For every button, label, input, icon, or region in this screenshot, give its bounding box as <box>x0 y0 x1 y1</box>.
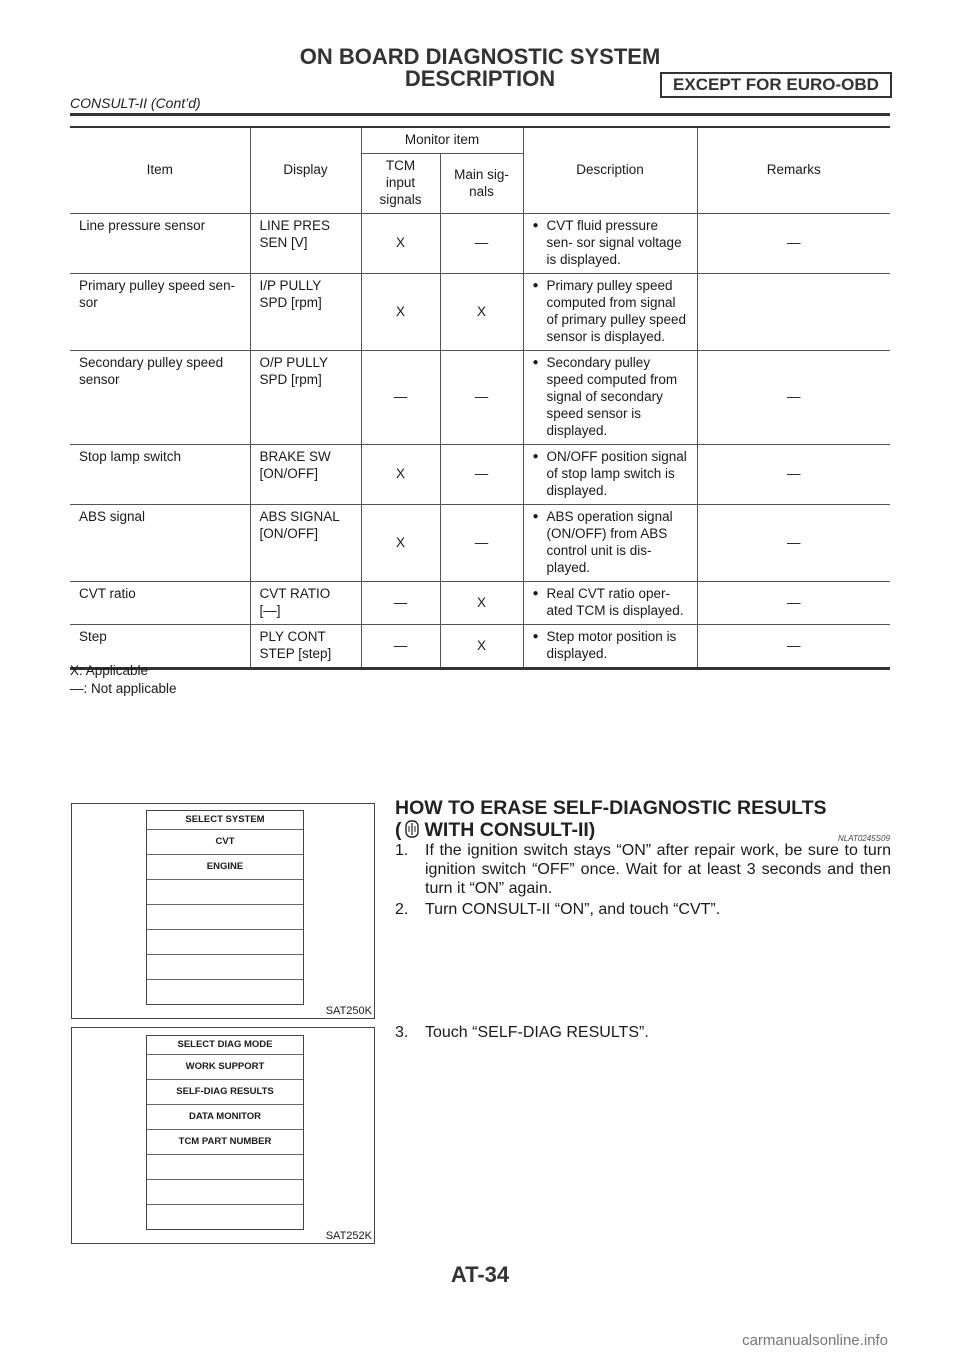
cell-main-signal: X <box>440 625 523 669</box>
cell-main-signal: X <box>440 274 523 351</box>
header-description: Description <box>523 127 697 214</box>
table-row <box>70 351 890 445</box>
cell-main-signal: — <box>440 214 523 274</box>
page-number: AT-34 <box>450 1262 510 1287</box>
screen-menu-item[interactable] <box>147 904 303 929</box>
title-line-2: DESCRIPTION <box>404 66 556 91</box>
screen-menu-item[interactable] <box>147 1204 303 1229</box>
cell-tcm-input: X <box>361 505 440 582</box>
cell-tcm-input: — <box>361 582 440 625</box>
screen-menu-item[interactable]: DATA MONITOR <box>147 1104 303 1129</box>
description-text: Real CVT ratio oper- ated TCM is displayed. <box>546 586 684 618</box>
header-remarks: Remarks <box>697 127 890 214</box>
cell-tcm-input: X <box>361 214 440 274</box>
cell-main-signal: — <box>440 445 523 505</box>
screen-menu-item[interactable]: SELF-DIAG RESULTS <box>147 1079 303 1104</box>
cell-display: I/P PULLY SPD [rpm] <box>250 274 361 351</box>
step-text: Turn CONSULT-II “ON”, and touch “CVT”. <box>425 901 721 918</box>
cell-description <box>523 505 697 582</box>
table-row <box>70 582 890 625</box>
screen-menu-item[interactable] <box>147 1179 303 1204</box>
screen-menu-item[interactable] <box>147 879 303 904</box>
step-number: 3. <box>395 1024 409 1041</box>
cell-main-signal: — <box>440 351 523 445</box>
cell-remarks: — <box>697 351 890 445</box>
cell-remarks: — <box>697 445 890 505</box>
table-row <box>70 274 890 351</box>
bullet-icon: ● <box>532 220 539 231</box>
cell-display: BRAKE SW [ON/OFF] <box>250 445 361 505</box>
table-row <box>70 445 890 505</box>
cell-remarks: — <box>697 214 890 274</box>
legend-applicable: X: Applicable <box>70 663 149 678</box>
screen-menu-item[interactable]: ENGINE <box>147 854 303 879</box>
consult-screen-select-system <box>146 810 304 1005</box>
header-divider <box>70 113 890 116</box>
header-main-signals: Main sig- nals <box>440 154 523 214</box>
watermark: carmanualsonline.info <box>742 1332 888 1349</box>
header-item: Item <box>70 127 250 214</box>
cell-display: CVT RATIO [—] <box>250 582 361 625</box>
section-heading-text: WITH CONSULT-II) <box>424 819 596 841</box>
header-display: Display <box>250 127 361 214</box>
description-text: ON/OFF position signal of stop lamp switch is displayed. <box>546 449 687 498</box>
description-text: Primary pulley speed computed from signal of primary pulley speed sensor is displayed. <box>546 278 687 344</box>
cell-tcm-input: — <box>361 351 440 445</box>
cell-display: ABS SIGNAL [ON/OFF] <box>250 505 361 582</box>
cell-remarks: — <box>697 582 890 625</box>
scope-badge: EXCEPT FOR EURO-OBD <box>660 72 892 98</box>
step-1 <box>395 841 891 898</box>
cell-tcm-input: — <box>361 625 440 669</box>
cell-remarks: — <box>697 625 890 669</box>
description-text: ABS operation signal (ON/OFF) from ABS control unit is dis- played. <box>546 509 673 575</box>
cell-description <box>523 625 697 669</box>
description-text: CVT fluid pressure sen- sor signal voltage is displayed. <box>546 218 682 267</box>
bullet-icon: ● <box>532 357 539 368</box>
cell-remarks <box>697 274 890 351</box>
cell-display: O/P PULLY SPD [rpm] <box>250 351 361 445</box>
legend-not-applicable: —: Not applicable <box>70 681 177 696</box>
bullet-icon: ● <box>532 588 539 599</box>
table-row <box>70 214 890 274</box>
bullet-icon: ● <box>532 451 539 462</box>
cell-description <box>523 445 697 505</box>
cell-item: Stop lamp switch <box>70 445 250 505</box>
page-subtitle: CONSULT-II (Cont’d) <box>70 95 201 111</box>
section-heading-prefix: ( <box>395 819 402 841</box>
step-text: If the ignition switch stays “ON” after repair work, be sure to turn ignition switch “OFF” once. Wait for at least 3 seconds and then turn it “ON” again. <box>425 842 891 897</box>
cell-display: PLY CONT STEP [step] <box>250 625 361 669</box>
header-monitor-item: Monitor item <box>361 127 523 154</box>
cell-description <box>523 351 697 445</box>
cell-tcm-input: X <box>361 274 440 351</box>
cell-tcm-input: X <box>361 445 440 505</box>
title-line-1: ON BOARD DIAGNOSTIC SYSTEM <box>299 44 661 69</box>
consult-screen-select-diag-mode <box>146 1035 304 1230</box>
cell-description <box>523 274 697 351</box>
cell-item: ABS signal <box>70 505 250 582</box>
step-number: 2. <box>395 901 409 918</box>
screen-menu-item[interactable]: CVT <box>147 829 303 854</box>
table-row <box>70 505 890 582</box>
cell-remarks: — <box>697 505 890 582</box>
page-section-title <box>240 46 720 90</box>
step-2 <box>395 900 891 919</box>
bullet-icon: ● <box>532 511 539 522</box>
cell-item: Line pressure sensor <box>70 214 250 274</box>
cell-description <box>523 214 697 274</box>
monitor-item-table <box>70 126 890 670</box>
header-tcm-input: TCM input signals <box>361 154 440 214</box>
cell-item: Primary pulley speed sen- sor <box>70 274 250 351</box>
screen-title: SELECT DIAG MODE <box>177 1039 273 1050</box>
description-text: Step motor position is displayed. <box>546 629 677 661</box>
section-heading-line-2 <box>395 819 827 841</box>
screen-menu-item[interactable] <box>147 954 303 979</box>
step-3 <box>395 1023 891 1042</box>
screen-title: SELECT SYSTEM <box>185 814 265 825</box>
screen-menu-item[interactable]: WORK SUPPORT <box>147 1054 303 1079</box>
screen-menu-item[interactable] <box>147 1154 303 1179</box>
table-legend <box>70 662 177 698</box>
cell-item: Secondary pulley speed sensor <box>70 351 250 445</box>
figure-select-system <box>71 803 375 1019</box>
figure-select-diag-mode <box>71 1027 375 1244</box>
table-row <box>70 625 890 669</box>
screen-menu-item[interactable]: TCM PART NUMBER <box>147 1129 303 1154</box>
cell-item: CVT ratio <box>70 582 250 625</box>
cell-display: LINE PRES SEN [V] <box>250 214 361 274</box>
screen-menu-item[interactable] <box>147 979 303 1004</box>
figure-code: SAT252K <box>325 1230 372 1242</box>
screen-menu-item[interactable] <box>147 929 303 954</box>
section-heading <box>395 797 827 841</box>
section-ref-code: NLAT0245S09 <box>838 834 890 843</box>
bullet-icon: ● <box>532 631 539 642</box>
step-text: Touch “SELF-DIAG RESULTS”. <box>425 1024 649 1041</box>
bullet-icon: ● <box>532 280 539 291</box>
cell-main-signal: X <box>440 582 523 625</box>
consult-tool-icon <box>403 819 421 839</box>
cell-main-signal: — <box>440 505 523 582</box>
figure-code: SAT250K <box>325 1005 372 1017</box>
section-heading-line-1: HOW TO ERASE SELF-DIAGNOSTIC RESULTS <box>395 797 827 819</box>
step-number: 1. <box>395 842 409 859</box>
description-text: Secondary pulley speed computed from signal of secondary speed sensor is displayed. <box>546 355 678 438</box>
cell-description <box>523 582 697 625</box>
cell-item: Step <box>70 625 250 669</box>
